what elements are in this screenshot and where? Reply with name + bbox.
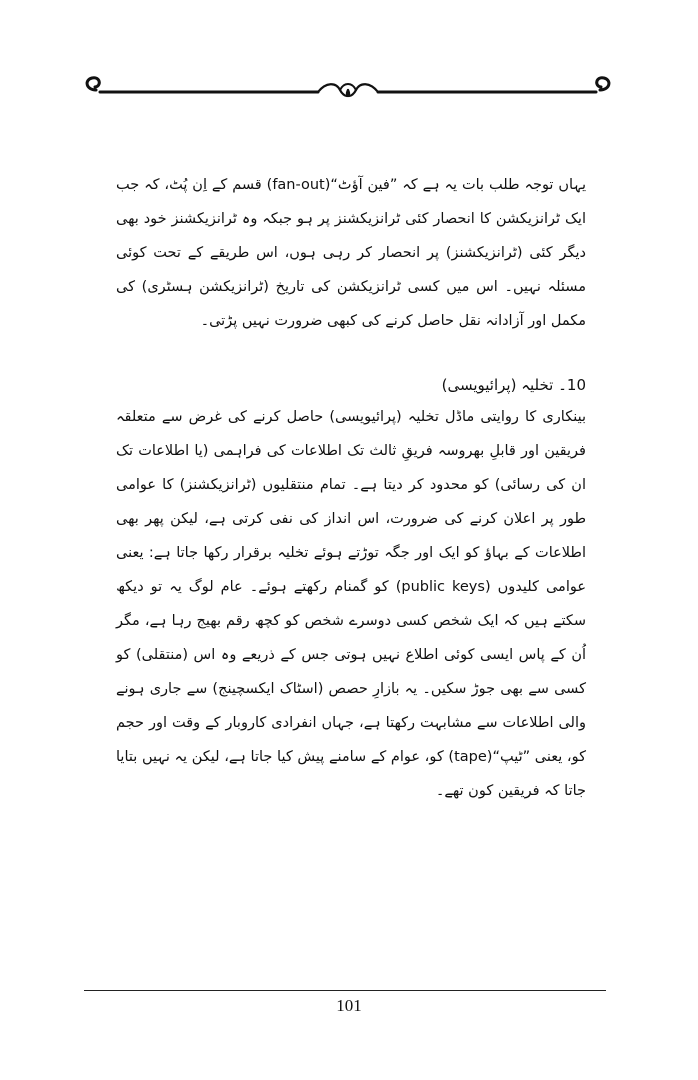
header-ornament [78, 68, 618, 108]
section-heading: 10۔ تخلیہ (پرائیویسی) [441, 376, 586, 394]
body-paragraph-2: بینکاری کا روایتی ماڈل تخلیہ (پرائیویسی) حاصل کرنے کی غرض سے متعلقہ فریقین اور قابلِ بھروسہ فریقِ ثالث تک اطلاعات کی فراہمی (یا اطلاعات تک ان کی رسائی) کو محدود کر دیتا ہے۔ تمام منتقلیوں (ٹرانزیکشنز) کا عوامی طور پر اعلان کرنے کی ضرورت، اس انداز کی نفی کرتی ہے، لیکن پھر بھی اطلاعات کے بہاؤ کو ایک اور جگہ توڑتے ہوئے تخلیہ برقرار رکھا جاتا ہے: یعنی عوامی کلیدوں (public keys) کو گمنام رکھتے ہوئے۔ عام لوگ یہ تو دیکھ سکتے ہیں کہ ایک شخص کسی دوسرے شخص کو کچھ رقم بھیج رہا ہے، مگر اُن کے پاس ایسی کوئی اطلاع نہیں ہوتی جس کے ذریعے وہ اس (منتقلی) کو کسی سے بھی جوڑ سکیں۔ یہ بازارِ حصص (اسٹاک ایکسچینج) سے جاری ہونے والی اطلاعات سے مشابہت رکھتا ہے، جہاں انفرادی کاروبار کے وقت اور حجم کو، یعنی ”ٹیپ“(tape) کو، عوام کے سامنے پیش کیا جاتا ہے، لیکن یہ نہیں بتایا جاتا کہ فریقین کون تھے۔ [116, 409, 586, 799]
page-number: 101 [336, 996, 362, 1015]
body-paragraph-1: یہاں توجہ طلب بات یہ ہے کہ ”فین آؤٹ“(fan-out) قسم کے اِن پُٹ، کہ جب ایک ٹرانزیکشن کا انحصار کئی ٹرانزیکشنز پر ہو جبکہ وہ ٹرانزیکشنز خود بھی دیگر کئی (ٹرانزیکشنز) پر انحصار کر رہی ہوں، اس طریقے کے تحت کوئی مسئلہ نہیں۔ اس میں کسی ٹرانزیکشن کی تاریخ (ٹرانزیکشن ہسٹری) کی مکمل اور آزادانہ نقل حاصل کرنے کی کبھی ضرورت نہیں پڑتی۔ [116, 177, 586, 329]
footer-divider [84, 990, 606, 991]
